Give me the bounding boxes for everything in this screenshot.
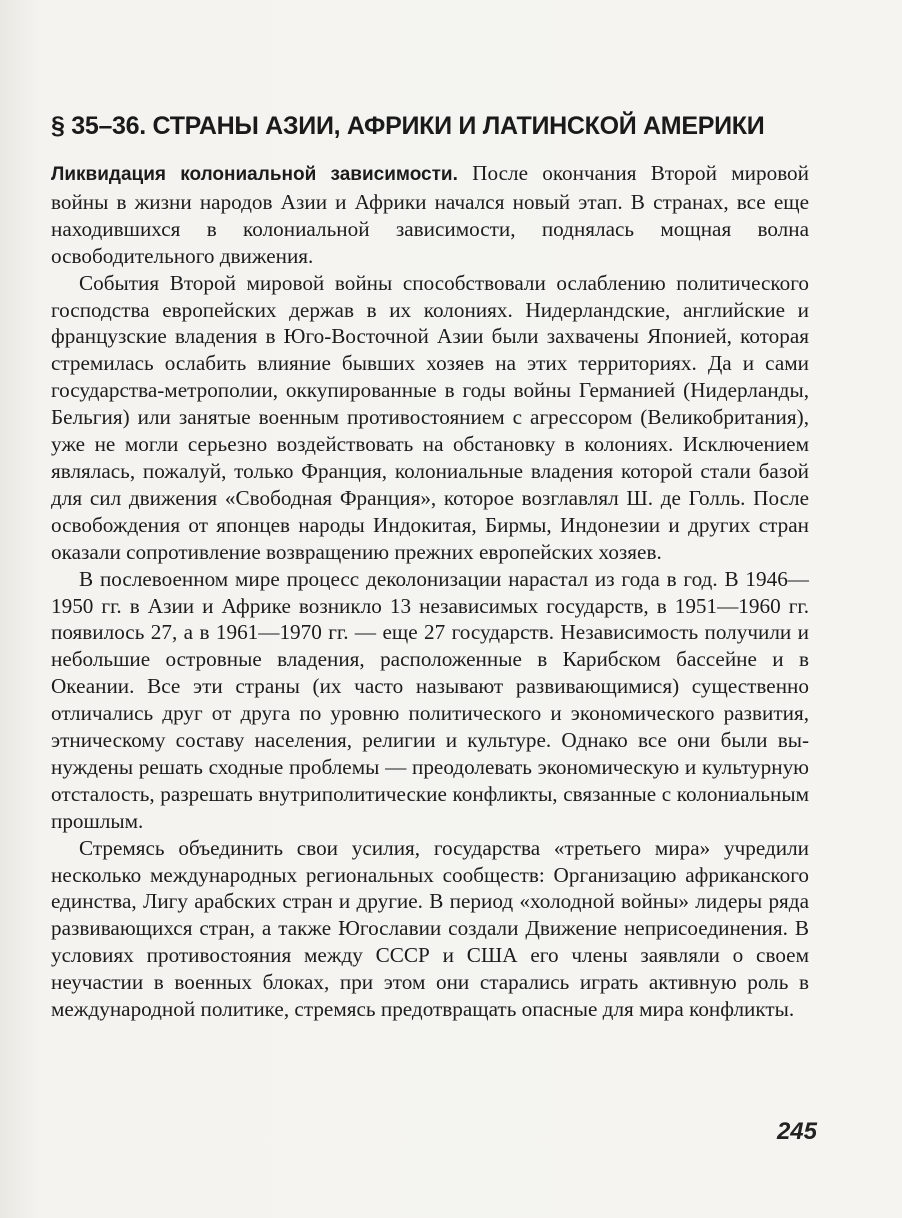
paragraph-1 <box>51 160 809 270</box>
paragraph-2: События Второй мировой войны способствовали ослаблению политического господства европейских держав в их колониях. Нидерландские, английские и французские владения в Юго-Восточной Азии были захвачены Японией, которая стремилась ослабить влияние бывших хозяев на этих территориях. Да и сами государства-метрополии, оккупированные в годы войны Германией (Нидерланды, Бельгия) или занятые военным противостоянием с агрессором (Великобритания), уже не могли серьезно воздействовать на обстановку в колониях. Исключением являлась, пожалуй, только Франция, колониальные владения которой стали базой для сил движения «Свободная Франция», которое возглавлял Ш. де Голль. После освобождения от японцев народы Индокитая, Бирмы, Индонезии и других стран оказали сопротивление возвращению прежних европейских хозяев. <box>51 270 809 564</box>
body-text <box>51 160 809 1023</box>
paragraph-lead: Ликвидация колониальной зависимости. <box>51 164 458 185</box>
page-number: 245 <box>776 1118 817 1145</box>
section-heading: § 35–36. СТРАНЫ АЗИИ, АФРИКИ И ЛАТИНСКОЙ АМЕРИКИ <box>51 112 765 140</box>
paragraph-text: После окончания Второй мировой войны в жизни народов Азии и Африки начался новый этап. В странах, все еще находившихся в колониальной зависимости, поднялась мощная волна освободительного движения. <box>51 161 809 268</box>
paragraph-3: В послевоенном мире процесс деколонизации нарастал из года в год. В 1946—1950 гг. в Азии и Африке возникло 13 независимых государств, в 1951—1960 гг. появилось 27, а в 1961—1970 гг. — еще 27 государств. Независимость получили и небольшие островные владения, расположенные в Карибском бассейне и в Океании. Все эти страны (их часто называют развивающимися) существенно отличались друг от друга по уровню политического и экономического развития, этническому составу населения, религии и культуре. Однако все они были вынуждены решать сходные проблемы — преодолевать экономическую и культурную отсталость, разрешать внутриполитические конфликты, связанные с колониальным прошлым. <box>51 566 809 833</box>
paragraph-4: Стремясь объединить свои усилия, государства «третьего мира» учредили несколько международных региональных сообществ: Организацию африканского единства, Лигу арабских стран и другие. В период «холодной войны» лидеры ряда развивающихся стран, а также Югославии создали Движение неприсоединения. В условиях противостояния между СССР и США его члены заявляли о своем неучастии в военных блоках, при этом они старались играть активную роль в международной политике, стремясь предотвращать опасные для мира конфликты. <box>51 835 809 1022</box>
